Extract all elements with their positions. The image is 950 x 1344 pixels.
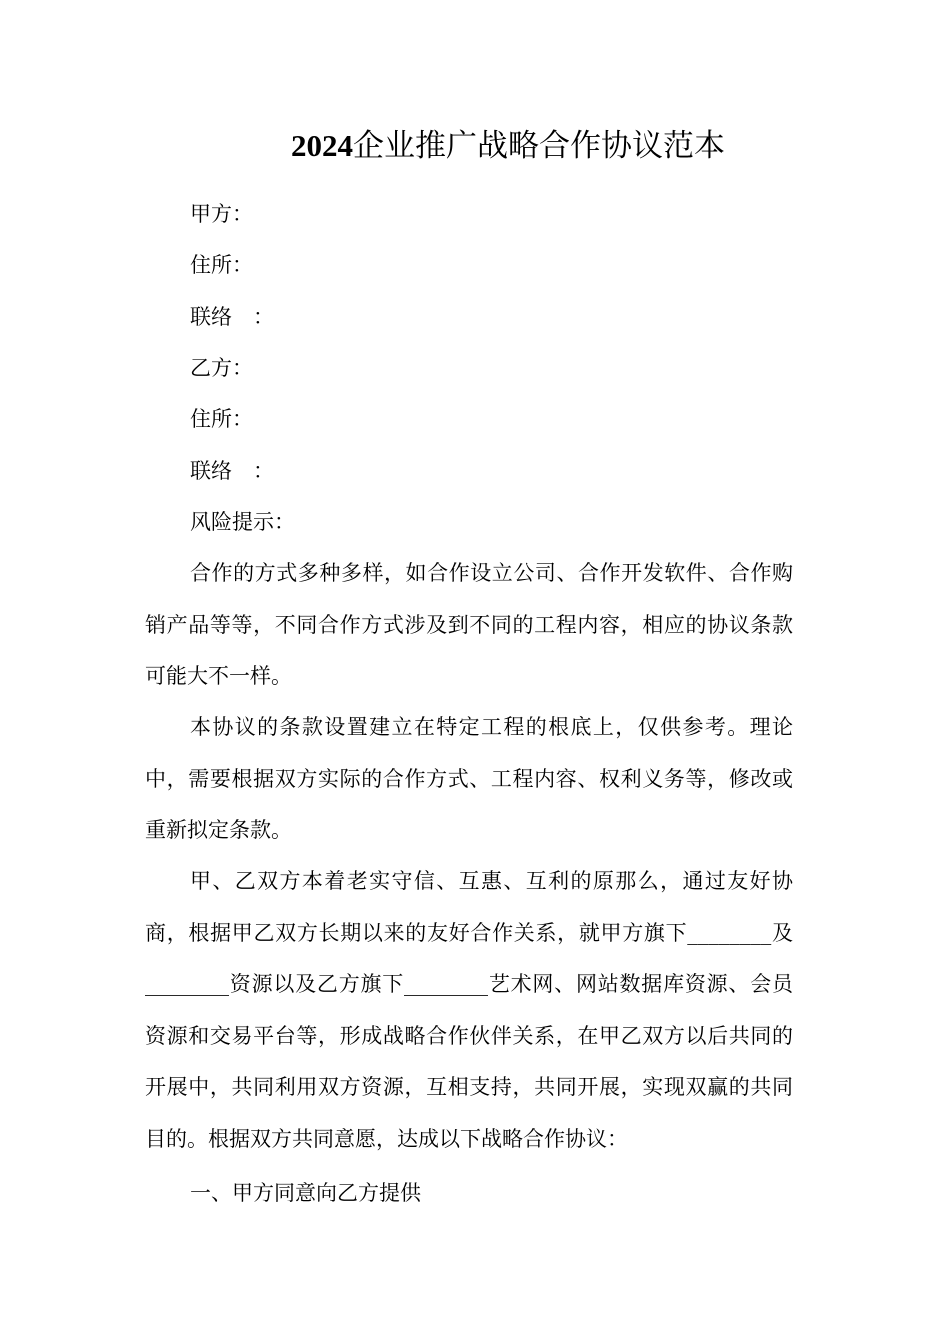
party-a-contact-label: 联络 ： — [190, 305, 274, 329]
party-b-address-label: 住所： — [190, 407, 253, 431]
party-a-address-label: 住所： — [190, 253, 253, 277]
section-heading-1: 一、甲方同意向乙方提供 — [190, 1181, 421, 1205]
paragraph-reference-notice: 本协议的条款设置建立在特定工程的根底上，仅供参考。理论中，需要根据双方实际的合作方式、工程内容、权利义务等，修改或重新拟定条款。 — [145, 715, 793, 842]
risk-notice-label: 风险提示： — [190, 510, 295, 534]
paragraph-cooperation-methods: 合作的方式多种多样，如合作设立公司、合作开发软件、合作购销产品等等，不同合作方式涉及到不同的工程内容，相应的协议条款可能大不一样。 — [145, 561, 793, 688]
party-b-contact-label: 联络 ： — [190, 459, 274, 483]
party-a-label: 甲方： — [190, 202, 253, 226]
title-text: 企业推广战略合作协议范本 — [353, 128, 725, 164]
title-year: 2024 — [291, 128, 353, 163]
paragraph-agreement-intro: 甲、乙双方本着老实守信、互惠、互利的原那么，通过友好协商，根据甲乙双方长期以来的友好合作关系，就甲方旗下________及________资源以及乙方旗下________艺术网、网站数据库资源、会员资源和交易平台等，形成战略合作伙伴关系，在甲乙双方以后共同的开展中，共同利用双方资源，互相支持，共同开展，实现双赢的共同目的。根据双方共同意愿，达成以下战略合作协议： — [145, 869, 793, 1151]
document-title — [0, 124, 950, 168]
party-b-label: 乙方： — [190, 356, 253, 380]
